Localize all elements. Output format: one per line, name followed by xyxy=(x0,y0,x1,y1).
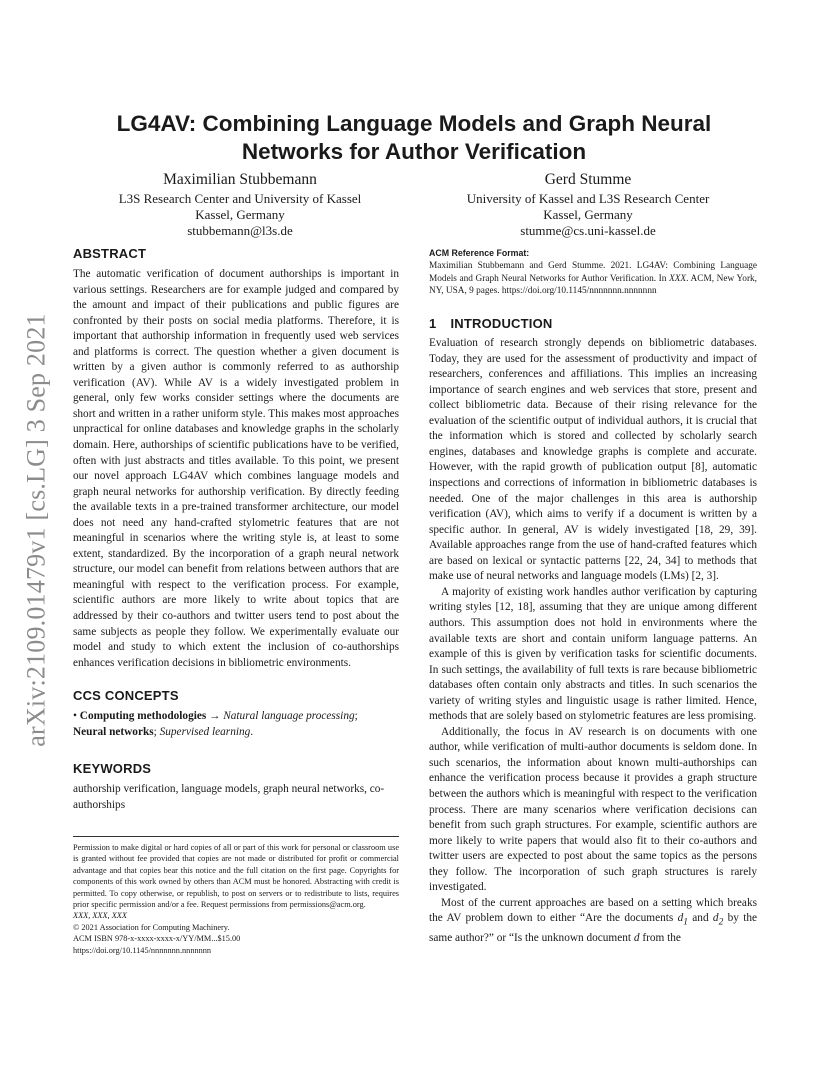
acm-reference-text xyxy=(429,260,757,298)
author-email: stumme@cs.uni-kassel.de xyxy=(520,223,656,238)
author-name: Maximilian Stubbemann xyxy=(163,171,317,188)
intro-text: from the xyxy=(639,932,681,945)
doi-line: https://doi.org/10.1145/nnnnnnn.nnnnnnn xyxy=(73,945,212,955)
ccs-item-1-sub: Natural language processing xyxy=(223,710,355,723)
ccs-separator: ; xyxy=(153,725,160,738)
ccs-item-1: Computing methodologies xyxy=(79,710,207,723)
author-affiliation: University of Kassel and L3S Research Center xyxy=(466,191,710,206)
ccs-item-2-sub: Supervised learning xyxy=(159,725,251,738)
intro-text: and xyxy=(687,912,713,925)
section-number: 1 xyxy=(429,316,437,332)
math-d: d xyxy=(633,932,640,945)
intro-text: Most of the current approaches are based on a setting which breaks the AV problem down to either “Are the documents xyxy=(429,896,757,925)
left-column xyxy=(73,246,399,813)
acm-reference-heading: ACM Reference Format: xyxy=(429,248,530,258)
right-column xyxy=(429,248,757,947)
paper-title: LG4AV: Combining Language Models and Graph Neural Networks for Author Verification xyxy=(116,111,712,164)
ccs-item-2: Neural networks xyxy=(73,725,154,738)
arxiv-identifier xyxy=(22,290,52,770)
isbn-line: ACM ISBN 978-x-xxxx-xxxx-x/YY/MM...$15.00 xyxy=(73,934,241,944)
ccs-separator: ; xyxy=(354,710,358,723)
author-location: Kassel, Germany xyxy=(195,207,285,222)
math-d2 xyxy=(712,912,724,928)
math-subscript: 2 xyxy=(718,917,724,928)
math-var: d xyxy=(712,912,719,925)
acm-reference-part: . ACM, New York, NY, USA, 9 pages. https://doi.org/10.1145/nnnnnnn.nnnnnnn xyxy=(429,273,758,297)
ccs-heading: CCS CONCEPTS xyxy=(73,688,179,704)
author-affiliation: L3S Research Center and University of Kassel xyxy=(118,191,362,206)
ccs-bullet: • xyxy=(73,710,77,723)
permission-text: Permission to make digital or hard copies of all or part of this work for personal or classroom use is granted without fee provided that copies are not made or distributed for profit or commercial advantage and that copies bear this notice and the full citation on the first page. Copyrights for components of this work owned by others than ACM must be honored. Abstracting with credit is permitted. To copy otherwise, or republish, to post on servers or to redistribute to lists, requires prior specific permission and/or a fee. Request permissions from permissions@acm.org. xyxy=(73,843,399,910)
intro-text: by the same author?” or “Is the unknown document xyxy=(429,912,758,945)
ccs-concepts xyxy=(73,709,399,740)
math-var: d xyxy=(677,912,684,925)
acm-reference-part: Maximilian Stubbemann and Gerd Stumme. 2021. LG4AV: Combining Language Models and Graph Neural Networks for Author Verification. In xyxy=(429,261,757,284)
intro-paragraph-1: Evaluation of research strongly depends on bibliometric databases. Today, they are used for the assessment of productivity and impact of researchers, conferences and affiliations. This implies an increasing importance of search engines and web services that store, present and collect bibliometric data. Because of their rising relevance for the evaluation of the scientific output of individual authors, it is crucial that the information which is stored and collected by scholarly search engines, databases and knowledge graphs is complete and accurate. However, with the rapid growth of publication output [8], automatic inspections and corrections of information in bibliometric databases is needed. One of the major challenges in this area is authorship verification (AV), which aims to verify if a document is written by a specific author. In general, AV is widely investigated [18, 29, 39]. Available approaches range from the use of hand-crafted features which are based on lexical or syntactic patterns [22, 24, 34] to methods that make use of neural networks and language models (LMs) [2, 3]. xyxy=(429,337,757,583)
ccs-end: . xyxy=(250,725,254,738)
math-subscript: 1 xyxy=(683,917,688,928)
abstract-text: The automatic verification of document authorships is important in various settings. Researchers are for example judged and compared by the amount and impact of their publications and public figures are confronted by their posts on social media platforms. Therefore, it is important that authorship information in frequently used web services and platforms is correct. The question whether a given document is written by a given author is commonly referred to as authorship verification (AV). While AV is a widely investigated problem in general, only few works consider settings where the documents are short and written in a rather uniform style. This makes most approaches unpractical for online databases and knowledge graphs in the scholarly domain. Here, authorships of scientific publications have to be verified, often with just abstracts and titles available. To this point, we present our novel approach LG4AV which combines language models and graph neural networks for authorship verification. By directly feeding the available texts in a pre-trained transformer architecture, our model does not need any hand-crafted stylometric features that are not meaningful in scenarios where the writing style is, at least to some extent, standardized. By the incorporation of a graph neural network structure, our model can benefit from relations between authors that are meaningful with respect to the verification process. For example, scientific authors are more likely to write about topics that are addressed by their co-authors and twitter users tend to post about the same subjects as people they follow. We experimentally evaluate our model and study to which extent the inclusion of co-authorships enhances verification decisions in bibliometric environments. xyxy=(73,268,399,669)
intro-paragraph-2: A majority of existing work handles author verification by capturing writing styles [12, 18], assuming that they are unique among different authors. This assumption does not hold in environments where the available texts are short and contain uniform language patterns. An example of this is given by verification tasks for scientific documents. In such settings, the availability of full texts is rare because bibliometric databases often contain only abstracts and titles. In such scenarios the variety of writing styles and linguistic usage is rather limited. Hence, methods that are solely based on stylometric features are less promising. xyxy=(429,585,757,723)
intro-paragraph-4 xyxy=(429,896,757,947)
ccs-arrow: → xyxy=(206,710,224,723)
section-title: INTRODUCTION xyxy=(450,316,553,332)
author-block-2 xyxy=(426,170,750,239)
arxiv-identifier-text: arXiv:2109.01479v1 [cs.LG] 3 Sep 2021 xyxy=(22,313,51,747)
copyright-line: © 2021 Association for Computing Machinery. xyxy=(73,922,230,932)
introduction-heading xyxy=(429,316,757,331)
keywords-heading: KEYWORDS xyxy=(73,761,152,777)
abstract-heading: ABSTRACT xyxy=(73,246,147,261)
author-email: stubbemann@l3s.de xyxy=(187,223,293,238)
math-d1 xyxy=(677,912,688,928)
author-location: Kassel, Germany xyxy=(543,207,633,222)
intro-paragraph-3: Additionally, the focus in AV research is on documents with one author, while verification of multi-author documents is seldom done. In such scenarios, the information about known multi-authorships can enhance the verification process because it provides a graph structure between the authors which is meaningful with respect to the verification process. There are many scenarios where verification decisions can benefit from such graph structures. For example, scientific authors are more likely to write papers that would also fit to their co-authors and twitter users are expected to post about the same topics as the persons they follow. The incorporation of such graph structures is rarely investigated. xyxy=(429,725,757,894)
permission-footnote xyxy=(73,836,399,956)
acm-reference-venue: XXX xyxy=(669,273,687,284)
keywords-text: authorship verification, language models, graph neural networks, co-authorships xyxy=(73,783,385,811)
conference-info: XXX, XXX, XXX xyxy=(73,911,127,921)
author-name: Gerd Stumme xyxy=(544,171,632,188)
author-block-1 xyxy=(80,170,400,239)
